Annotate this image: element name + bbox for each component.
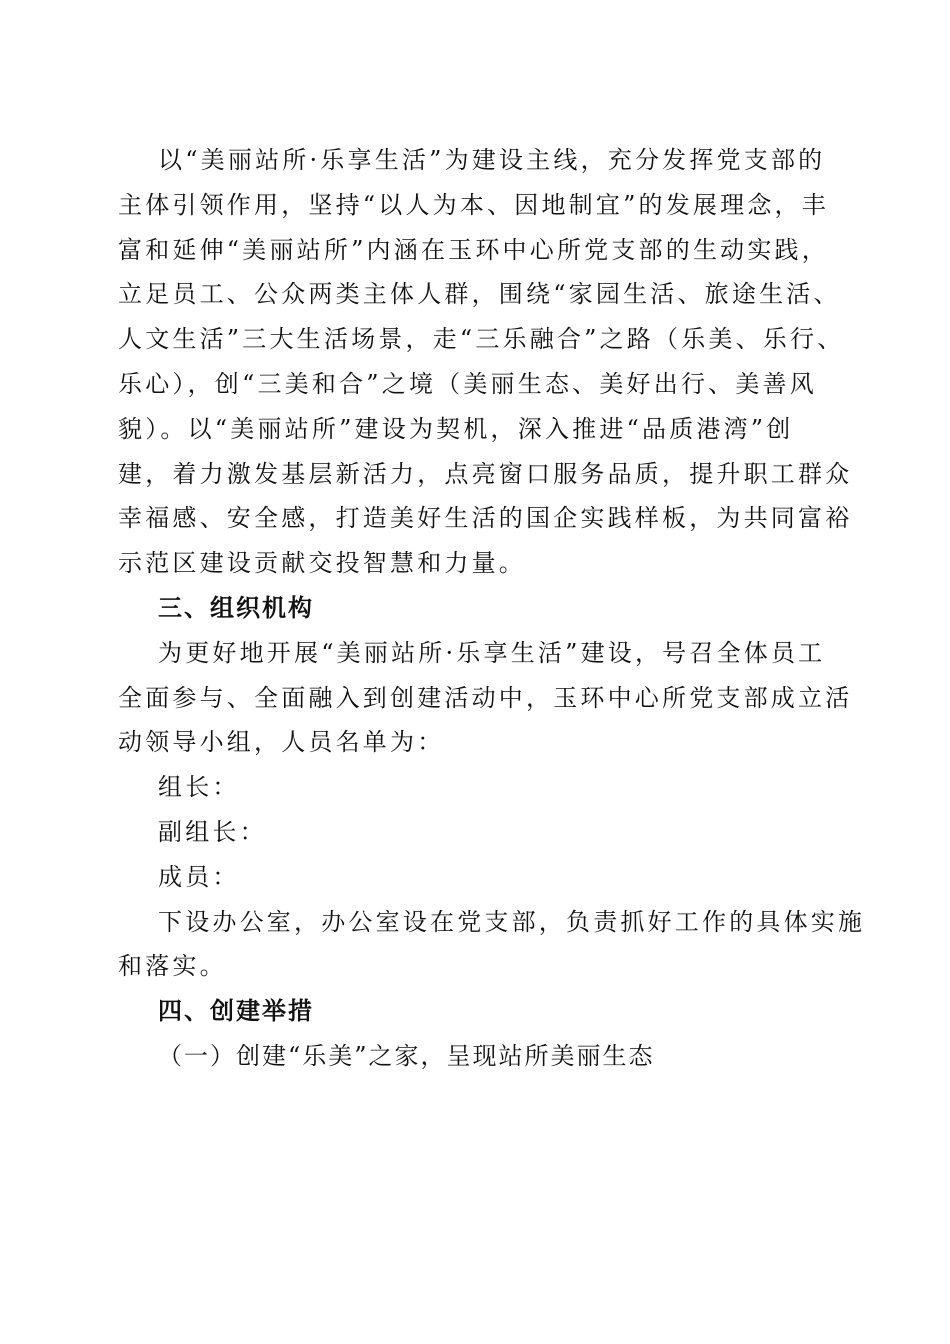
paragraph-line: 和落实。 [118, 952, 227, 981]
paragraph-line: 乐心），创“三美和合”之境（美丽生态、美好出行、美善风 [118, 369, 817, 398]
paragraph-line: 全面参与、全面融入到创建活动中，玉环中心所党支部成立活 [118, 683, 853, 712]
paragraph-line: 人文生活”三大生活场景，走“三乐融合”之路（乐美、乐行、 [118, 325, 845, 354]
members-label: 成员： [158, 862, 240, 891]
subsection-heading: （一）创建“乐美”之家，呈现站所美丽生态 [158, 1041, 655, 1070]
paragraph-line: 貌）。以“美丽站所”建设为契机，深入推进“品质港湾”创 [118, 414, 794, 443]
paragraph-line: 以“美丽站所·乐享生活”为建设主线，充分发挥党支部的 [158, 146, 826, 174]
paragraph-line: 立足员工、公众两类主体人群，围绕“家园生活、旅途生活、 [118, 280, 841, 309]
leader-label: 组长： [158, 773, 240, 802]
paragraph-line: 动领导小组，人员名单为： [118, 728, 445, 757]
paragraph-line: 富和延伸“美丽站所”内涵在玉环中心所党支部的生动实践， [118, 235, 829, 264]
paragraph-line: 主体引领作用，坚持“以人为本、因地制宜”的发展理念，丰 [118, 190, 829, 219]
paragraph-line: 下设办公室，办公室设在党支部，负责抓好工作的具体实施 [158, 907, 866, 936]
paragraph-line: 建，着力激发基层新活力，点亮窗口服务品质，提升职工群众 [118, 459, 853, 488]
section-heading-organization: 三、组织机构 [158, 593, 314, 622]
paragraph-line: 幸福感、安全感，打造美好生活的国企实践样板，为共同富裕 [118, 504, 853, 533]
deputy-leader-label: 副组长： [158, 817, 267, 846]
section-heading-measures: 四、创建举措 [158, 997, 314, 1026]
paragraph-line: 为更好地开展“美丽站所·乐享生活”建设，号召全体员工 [158, 638, 826, 667]
document-page [118, 138, 866, 1079]
paragraph-line: 示范区建设贡献交投智慧和力量。 [118, 549, 526, 578]
